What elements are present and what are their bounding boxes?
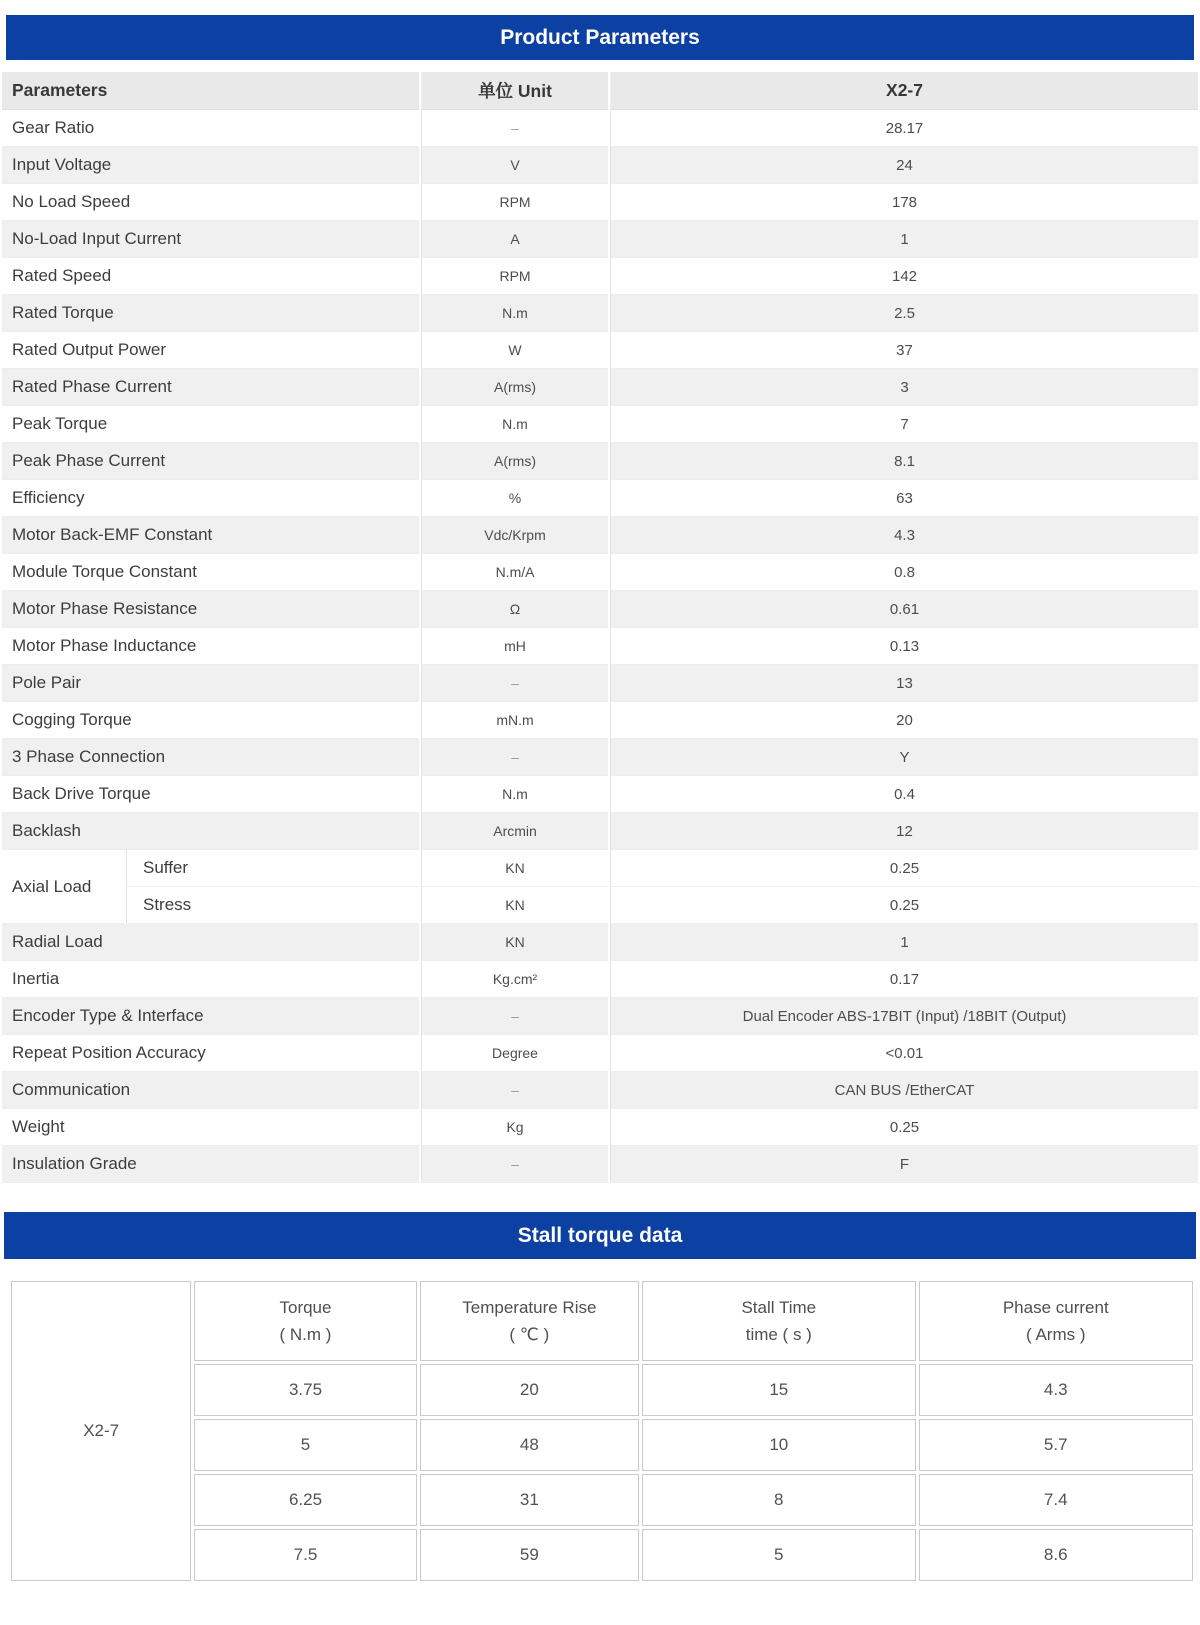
param-label-cell: Input Voltage (2, 147, 419, 184)
value-cell: 13 (610, 665, 1198, 702)
param-label-cell: Rated Output Power (2, 332, 419, 369)
column-header-line: Torque (279, 1298, 332, 1317)
stall-torque-table (8, 1278, 1196, 1584)
value-cell: 0.61 (610, 591, 1198, 628)
table-row (2, 1146, 1198, 1183)
table-row (2, 813, 1198, 850)
value-cell: 0.25 (610, 850, 1198, 887)
unit-cell: N.m (421, 406, 608, 443)
stall-value-cell: 6.25 (194, 1474, 416, 1526)
table-row (2, 628, 1198, 665)
unit-cell: – (421, 1146, 608, 1183)
param-label-cell: Efficiency (2, 480, 419, 517)
param-label-cell: Peak Torque (2, 406, 419, 443)
value-cell: 8.1 (610, 443, 1198, 480)
unit-cell: A(rms) (421, 369, 608, 406)
param-group-cell: Axial Load (2, 850, 124, 924)
table-row (2, 776, 1198, 813)
column-header-unit: 单位 Unit (421, 72, 608, 110)
table-row (2, 332, 1198, 369)
param-label-cell: Insulation Grade (2, 1146, 419, 1183)
table-row (2, 295, 1198, 332)
unit-cell: A(rms) (421, 443, 608, 480)
table-row (2, 554, 1198, 591)
value-cell: 4.3 (610, 517, 1198, 554)
table-row (2, 998, 1198, 1035)
table-row (2, 1035, 1198, 1072)
stall-value-cell: 48 (420, 1419, 639, 1471)
table-row (2, 665, 1198, 702)
table-row (2, 221, 1198, 258)
unit-cell: N.m/A (421, 554, 608, 591)
table-row (2, 961, 1198, 998)
unit-cell: – (421, 665, 608, 702)
param-label-cell: Gear Ratio (2, 110, 419, 147)
param-label-cell: Inertia (2, 961, 419, 998)
unit-cell: Kg.cm² (421, 961, 608, 998)
stall-header-row (11, 1281, 1193, 1361)
column-header-temperature-rise (420, 1281, 639, 1361)
table-header-row (2, 72, 1198, 110)
table-row (2, 702, 1198, 739)
value-cell: 0.13 (610, 628, 1198, 665)
stall-value-cell: 8 (642, 1474, 915, 1526)
value-cell: 28.17 (610, 110, 1198, 147)
value-cell: 2.5 (610, 295, 1198, 332)
value-cell: 63 (610, 480, 1198, 517)
unit-cell: N.m (421, 295, 608, 332)
value-cell: 20 (610, 702, 1198, 739)
param-label-cell: Module Torque Constant (2, 554, 419, 591)
stall-value-cell: 31 (420, 1474, 639, 1526)
param-label-cell: Rated Phase Current (2, 369, 419, 406)
column-header-line: ( ℃ ) (509, 1325, 550, 1344)
table-row (2, 1072, 1198, 1109)
table-row (2, 147, 1198, 184)
param-label-cell: Pole Pair (2, 665, 419, 702)
value-cell: 178 (610, 184, 1198, 221)
param-label-cell: Rated Speed (2, 258, 419, 295)
param-label-cell: Motor Back-EMF Constant (2, 517, 419, 554)
stall-value-cell: 7.4 (919, 1474, 1194, 1526)
product-parameters-body (2, 110, 1198, 1183)
column-header-line: Temperature Rise (462, 1298, 597, 1317)
table-row (2, 1109, 1198, 1146)
param-label-cell: Encoder Type & Interface (2, 998, 419, 1035)
table-row (2, 924, 1198, 961)
stall-value-cell: 10 (642, 1419, 915, 1471)
column-header-parameters: Parameters (2, 72, 419, 110)
table-row (2, 517, 1198, 554)
value-cell: CAN BUS /EtherCAT (610, 1072, 1198, 1109)
unit-cell: A (421, 221, 608, 258)
table-row (2, 443, 1198, 480)
stall-value-cell: 59 (420, 1529, 639, 1581)
unit-cell: W (421, 332, 608, 369)
value-cell: 0.17 (610, 961, 1198, 998)
table-row (2, 591, 1198, 628)
unit-cell: Kg (421, 1109, 608, 1146)
table-row (2, 850, 1198, 887)
column-header-line: ( Arms ) (1026, 1325, 1086, 1344)
value-cell: 1 (610, 924, 1198, 961)
unit-cell: – (421, 739, 608, 776)
param-label-cell: Backlash (2, 813, 419, 850)
unit-cell: Arcmin (421, 813, 608, 850)
column-header-line: time ( s ) (745, 1325, 812, 1344)
stall-value-cell: 7.5 (194, 1529, 416, 1581)
column-header-torque (194, 1281, 416, 1361)
param-label-cell: Repeat Position Accuracy (2, 1035, 419, 1072)
stall-value-cell: 4.3 (919, 1364, 1194, 1416)
column-header-line: Phase current (1002, 1298, 1109, 1317)
table-row (2, 480, 1198, 517)
param-label-cell: Motor Phase Resistance (2, 591, 419, 628)
param-label-cell: Peak Phase Current (2, 443, 419, 480)
value-cell: Y (610, 739, 1198, 776)
unit-cell: KN (421, 887, 608, 924)
value-cell: 7 (610, 406, 1198, 443)
unit-cell: V (421, 147, 608, 184)
column-header-model: X2-7 (610, 72, 1198, 110)
product-parameters-table (0, 72, 1200, 1183)
unit-cell: Ω (421, 591, 608, 628)
table-row (2, 258, 1198, 295)
stall-torque-header: Stall torque data (4, 1212, 1196, 1259)
param-label-cell: Back Drive Torque (2, 776, 419, 813)
stall-value-cell: 5 (642, 1529, 915, 1581)
value-cell: 37 (610, 332, 1198, 369)
unit-cell: – (421, 110, 608, 147)
table-row (2, 739, 1198, 776)
column-header-line: ( N.m ) (279, 1325, 332, 1344)
param-sublabel-cell: Suffer (126, 850, 419, 887)
param-label-cell: Radial Load (2, 924, 419, 961)
unit-cell: RPM (421, 258, 608, 295)
unit-cell: Degree (421, 1035, 608, 1072)
stall-value-cell: 3.75 (194, 1364, 416, 1416)
unit-cell: KN (421, 850, 608, 887)
stall-value-cell: 5.7 (919, 1419, 1194, 1471)
bottom-spacer (0, 1584, 1200, 1601)
unit-cell: RPM (421, 184, 608, 221)
value-cell: Dual Encoder ABS-17BIT (Input) /18BIT (Output) (610, 998, 1198, 1035)
stall-value-cell: 20 (420, 1364, 639, 1416)
table-row (2, 406, 1198, 443)
value-cell: 1 (610, 221, 1198, 258)
value-cell: 0.25 (610, 887, 1198, 924)
value-cell: <0.01 (610, 1035, 1198, 1072)
value-cell: 0.4 (610, 776, 1198, 813)
value-cell: 12 (610, 813, 1198, 850)
model-cell: X2-7 (11, 1281, 191, 1581)
table-row (2, 110, 1198, 147)
column-header-line: Stall Time (741, 1298, 817, 1317)
param-label-cell: No-Load Input Current (2, 221, 419, 258)
unit-cell: N.m (421, 776, 608, 813)
param-label-cell: 3 Phase Connection (2, 739, 419, 776)
param-sublabel-cell: Stress (126, 887, 419, 924)
unit-cell: Vdc/Krpm (421, 517, 608, 554)
stall-torque-body (11, 1281, 1193, 1581)
stall-value-cell: 5 (194, 1419, 416, 1471)
param-label-cell: Rated Torque (2, 295, 419, 332)
param-label-cell: Communication (2, 1072, 419, 1109)
value-cell: 142 (610, 258, 1198, 295)
param-label-cell: Cogging Torque (2, 702, 419, 739)
value-cell: F (610, 1146, 1198, 1183)
unit-cell: mN.m (421, 702, 608, 739)
column-header-phase-current (919, 1281, 1194, 1361)
value-cell: 0.25 (610, 1109, 1198, 1146)
table-row (2, 184, 1198, 221)
stall-value-cell: 8.6 (919, 1529, 1194, 1581)
stall-value-cell: 15 (642, 1364, 915, 1416)
value-cell: 3 (610, 369, 1198, 406)
table-row (2, 369, 1198, 406)
value-cell: 24 (610, 147, 1198, 184)
unit-cell: KN (421, 924, 608, 961)
table-row (2, 887, 1198, 924)
unit-cell: mH (421, 628, 608, 665)
unit-cell: % (421, 480, 608, 517)
param-label-cell: Weight (2, 1109, 419, 1146)
param-label-cell: Motor Phase Inductance (2, 628, 419, 665)
product-parameters-header: Product Parameters (6, 15, 1194, 60)
column-header-stall-time (642, 1281, 915, 1361)
unit-cell: – (421, 998, 608, 1035)
value-cell: 0.8 (610, 554, 1198, 591)
unit-cell: – (421, 1072, 608, 1109)
param-label-cell: No Load Speed (2, 184, 419, 221)
